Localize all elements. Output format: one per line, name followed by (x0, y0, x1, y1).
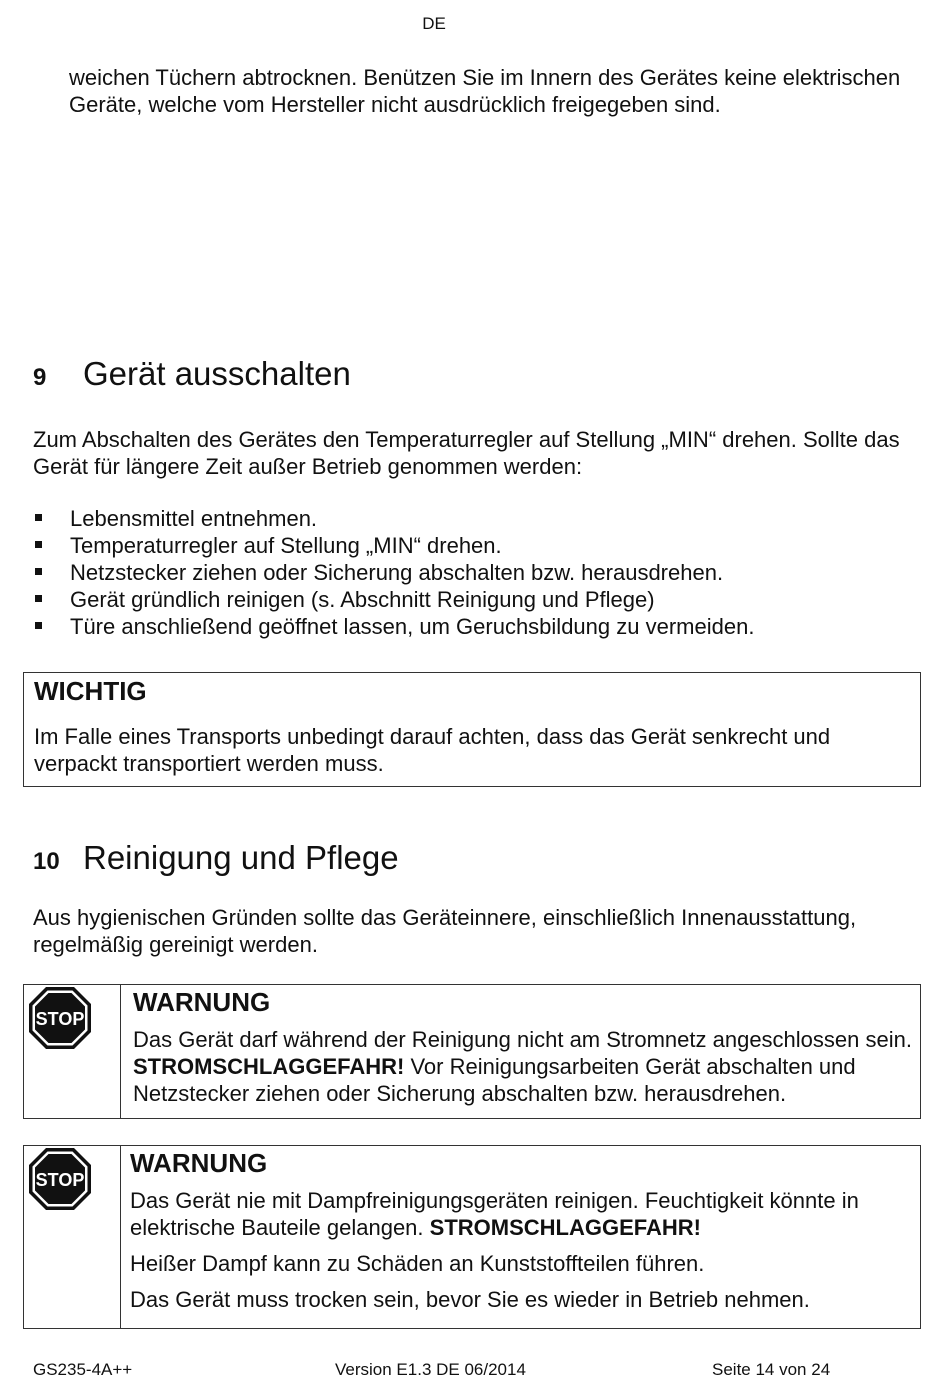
svg-text:STOP: STOP (35, 1009, 85, 1029)
warning-2-text-2: Heißer Dampf kann zu Schäden an Kunststoffteilen führen. (130, 1251, 705, 1276)
section-9-intro: Zum Abschalten des Gerätes den Temperaturregler auf Stellung „MIN“ drehen. Sollte das Gerät für längere Zeit außer Betrieb genommen werden: (33, 427, 900, 479)
warning-icon-cell (24, 985, 121, 1118)
header-language: DE (422, 14, 446, 33)
list-item: Temperaturregler auf Stellung „MIN“ drehen. (33, 532, 918, 559)
bullet-square-icon (35, 568, 42, 575)
warning-2-hazard: STROMSCHLAGGEFAHR! (429, 1215, 701, 1240)
warning-box-1 (23, 984, 921, 1119)
important-text: Im Falle eines Transports unbedingt darauf achten, dass das Gerät senkrecht und verpackt transportiert werden muss. (34, 724, 831, 776)
warning-2-content (121, 1146, 920, 1328)
section-9-number: 9 (33, 364, 47, 391)
footer-model: GS235-4A++ (33, 1360, 133, 1379)
warning-2-text-3: Das Gerät muss trocken sein, bevor Sie es wieder in Betrieb nehmen. (130, 1287, 810, 1312)
bullet-square-icon (35, 622, 42, 629)
warning-icon-cell (24, 1146, 121, 1328)
svg-text:STOP: STOP (35, 1170, 85, 1190)
stop-sign-icon (27, 1146, 93, 1212)
list-item: Netzstecker ziehen oder Sicherung abschalten bzw. herausdrehen. (33, 559, 918, 586)
warning-2-heading: WARNUNG (130, 1148, 268, 1178)
warning-1-heading: WARNUNG (133, 987, 271, 1017)
section-10-intro: Aus hygienischen Gründen sollte das Geräteinnere, einschließlich Innenausstattung, regelmäßig gereinigt werden. (33, 905, 857, 957)
warning-box-2 (23, 1145, 921, 1329)
footer-version: Version E1.3 DE 06/2014 (335, 1360, 526, 1379)
section-9-title: Gerät ausschalten (83, 355, 351, 392)
section-10-number: 10 (33, 848, 60, 875)
section-10-heading (33, 839, 399, 877)
warning-1-hazard: STROMSCHLAGGEFAHR! (133, 1054, 405, 1079)
warning-1-text: Das Gerät darf während der Reinigung nicht am Stromnetz angeschlossen sein. STROMSCHLAGGEFAHR! Vor Reinigungsarbeiten Gerät abschalten und Netzstecker ziehen oder Sicherung abschalten bzw. herausdrehen. (133, 1027, 912, 1106)
warning-1-content (121, 985, 920, 1118)
stop-sign-icon (27, 985, 93, 1051)
bullet-square-icon (35, 595, 42, 602)
bullet-square-icon (35, 541, 42, 548)
important-heading: WICHTIG (34, 676, 147, 706)
important-box (23, 672, 921, 787)
footer-page-number: Seite 14 von 24 (712, 1360, 831, 1379)
list-item: Türe anschließend geöffnet lassen, um Geruchsbildung zu vermeiden. (33, 613, 918, 640)
list-item: Lebensmittel entnehmen. (33, 505, 918, 532)
section-9-bullet-list (33, 505, 918, 640)
section-10-title: Reinigung und Pflege (83, 839, 399, 876)
bullet-square-icon (35, 514, 42, 521)
continuation-paragraph: weichen Tüchern abtrocknen. Benützen Sie im Innern des Gerätes keine elektrischen Geräte, welche vom Hersteller nicht ausdrücklich freigegeben sind. (69, 65, 901, 117)
list-item: Gerät gründlich reinigen (s. Abschnitt Reinigung und Pflege) (33, 586, 918, 613)
section-9-heading (33, 355, 351, 393)
warning-2-text-1: Das Gerät nie mit Dampfreinigungsgeräten reinigen. Feuchtigkeit könnte in elektrische Bauteile gelangen. STROMSCHLAGGEFAHR! (130, 1188, 859, 1240)
